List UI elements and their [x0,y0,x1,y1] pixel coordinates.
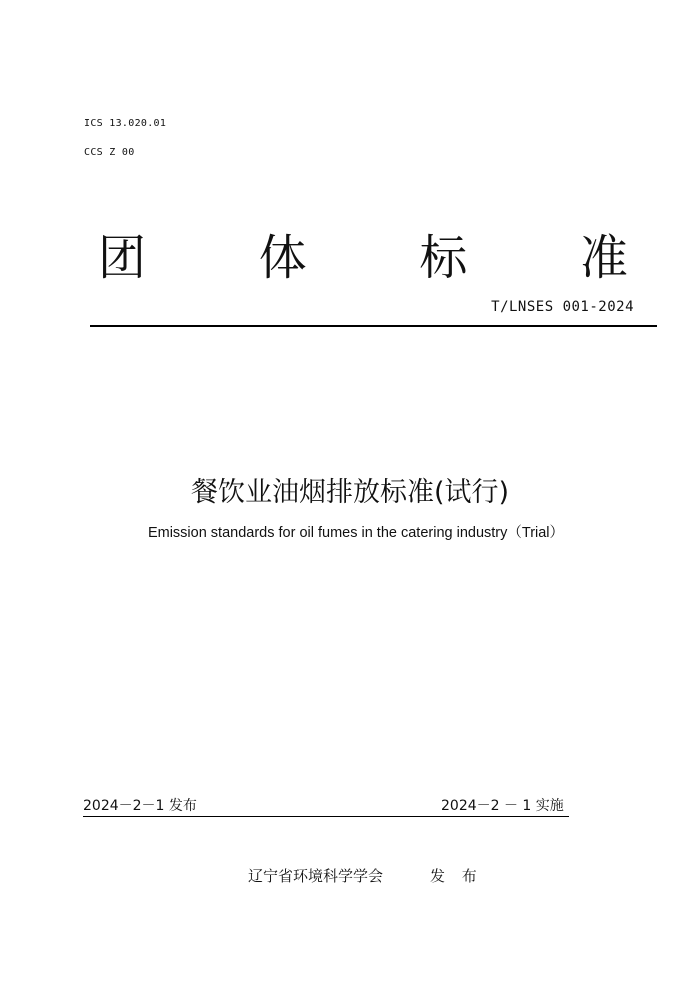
title-char-2: 体 [258,230,307,286]
title-char-3: 标 [419,230,468,286]
ics-code: ICS 13.020.01 [84,118,167,129]
document-title-english: Emission standards for oil fumes in the catering industry（Trial） [147,525,565,541]
issuer-action: 发 布 [430,867,483,885]
title-char-4: 准 [579,230,628,286]
ccs-code: CCS Z 00 [84,147,135,158]
implementation-date: 2024－2 － 1 实施 [441,798,564,814]
header-divider [90,325,657,327]
publish-date: 2024－2－1 发布 [83,798,197,814]
document-title-chinese: 餐饮业油烟排放标准(试行) [190,477,510,508]
issuer-name: 辽宁省环境科学学会 [248,867,384,885]
title-char-1: 团 [98,230,147,286]
standard-code: T/LNSES 001-2024 [491,299,634,315]
standard-type-title [98,226,628,290]
